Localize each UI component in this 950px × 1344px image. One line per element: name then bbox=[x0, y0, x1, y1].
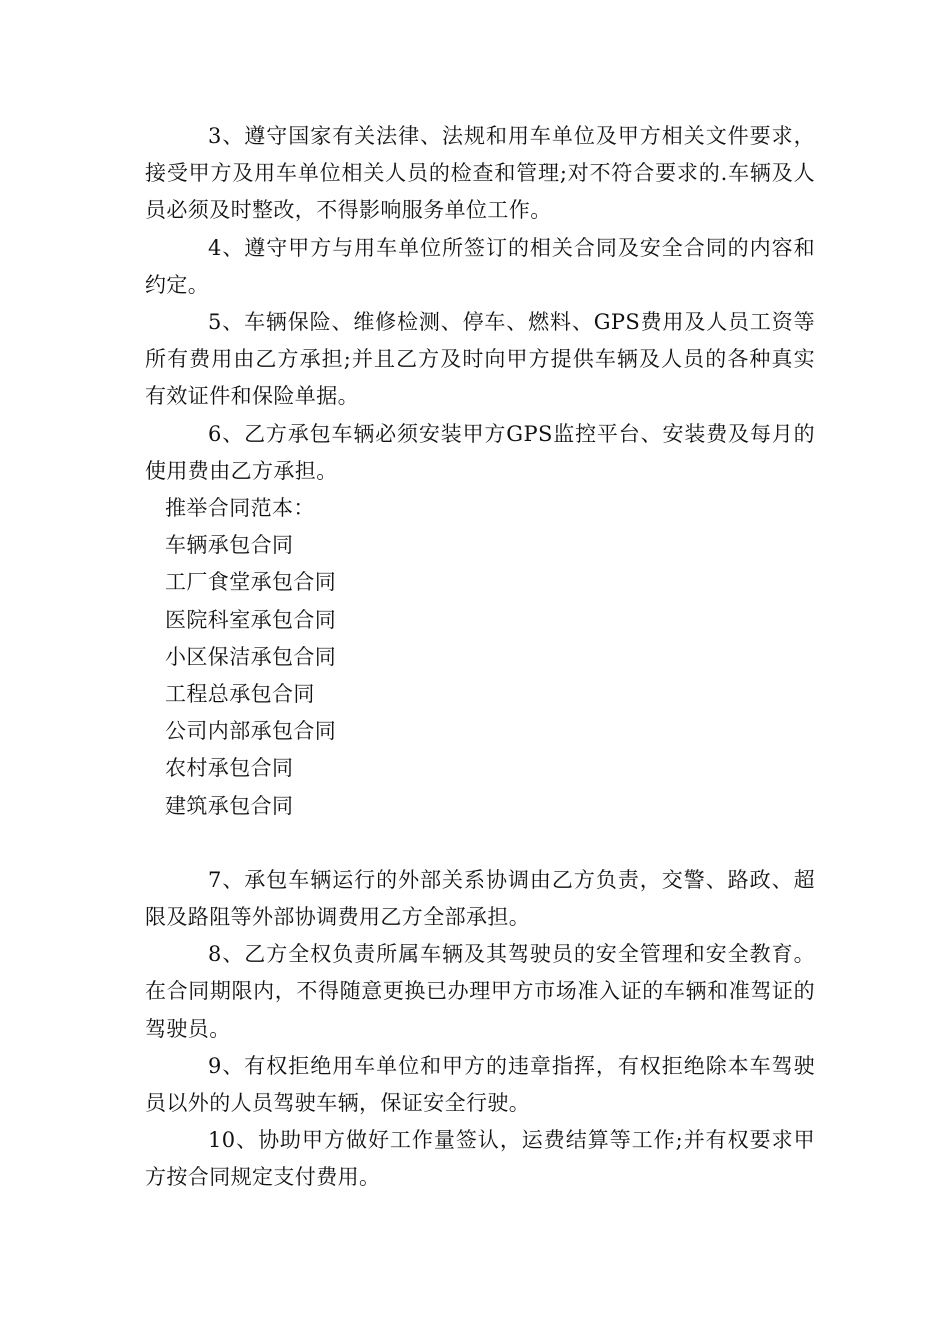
recommend-list bbox=[145, 527, 815, 825]
clause-9: 9、有权拒绝用车单位和甲方的违章指挥，有权拒绝除本车驾驶员以外的人员驾驶车辆，保证安全行驶。 bbox=[145, 1053, 815, 1116]
clause-7: 7、承包车辆运行的外部关系协调由乙方负责，交警、路政、超限及路阻等外部协调费用乙方全部承担。 bbox=[145, 867, 815, 930]
clause-6: 6、乙方承包车辆必须安装甲方GPS监控平台、安装费及每月的使用费由乙方承担。 bbox=[145, 421, 815, 483]
recommend-link-hospital-dept[interactable]: 医院科室承包合同 bbox=[165, 607, 337, 632]
clause-10: 10、协助甲方做好工作量签认，运费结算等工作;并有权要求甲方按合同规定支付费用。 bbox=[145, 1128, 815, 1190]
recommend-link-general-contract[interactable]: 工程总承包合同 bbox=[165, 682, 315, 707]
recommend-link-internal-company[interactable]: 公司内部承包合同 bbox=[165, 719, 337, 744]
clause-5: 5、车辆保险、维修检测、停车、燃料、GPS费用及人员工资等所有费用由乙方承担;并且乙方及时向甲方提供车辆及人员的各种真实有效证件和保险单据。 bbox=[145, 310, 815, 409]
clause-3: 3、遵守国家有关法律、法规和用车单位及甲方相关文件要求，接受甲方及用车单位相关人员的检查和管理;对不符合要求的.车辆及人员必须及时整改，不得影响服务单位工作。 bbox=[145, 124, 815, 223]
recommend-link-construction[interactable]: 建筑承包合同 bbox=[165, 793, 294, 818]
recommend-link-community-cleaning[interactable]: 小区保洁承包合同 bbox=[165, 644, 337, 669]
recommend-link-factory-canteen[interactable]: 工厂食堂承包合同 bbox=[165, 570, 337, 595]
document-body bbox=[145, 118, 815, 1197]
spacer bbox=[145, 825, 815, 862]
recommend-heading: 推举合同范本： bbox=[165, 496, 315, 521]
recommend-link-rural[interactable]: 农村承包合同 bbox=[165, 756, 294, 781]
clause-8: 8、乙方全权负责所属车辆及其驾驶员的安全管理和安全教育。在合同期限内，不得随意更换已办理甲方市场准入证的车辆和准驾证的驾驶员。 bbox=[145, 942, 815, 1041]
clause-4: 4、遵守甲方与用车单位所签订的相关合同及安全合同的内容和约定。 bbox=[145, 235, 815, 297]
recommend-link-vehicle[interactable]: 车辆承包合同 bbox=[165, 533, 294, 558]
